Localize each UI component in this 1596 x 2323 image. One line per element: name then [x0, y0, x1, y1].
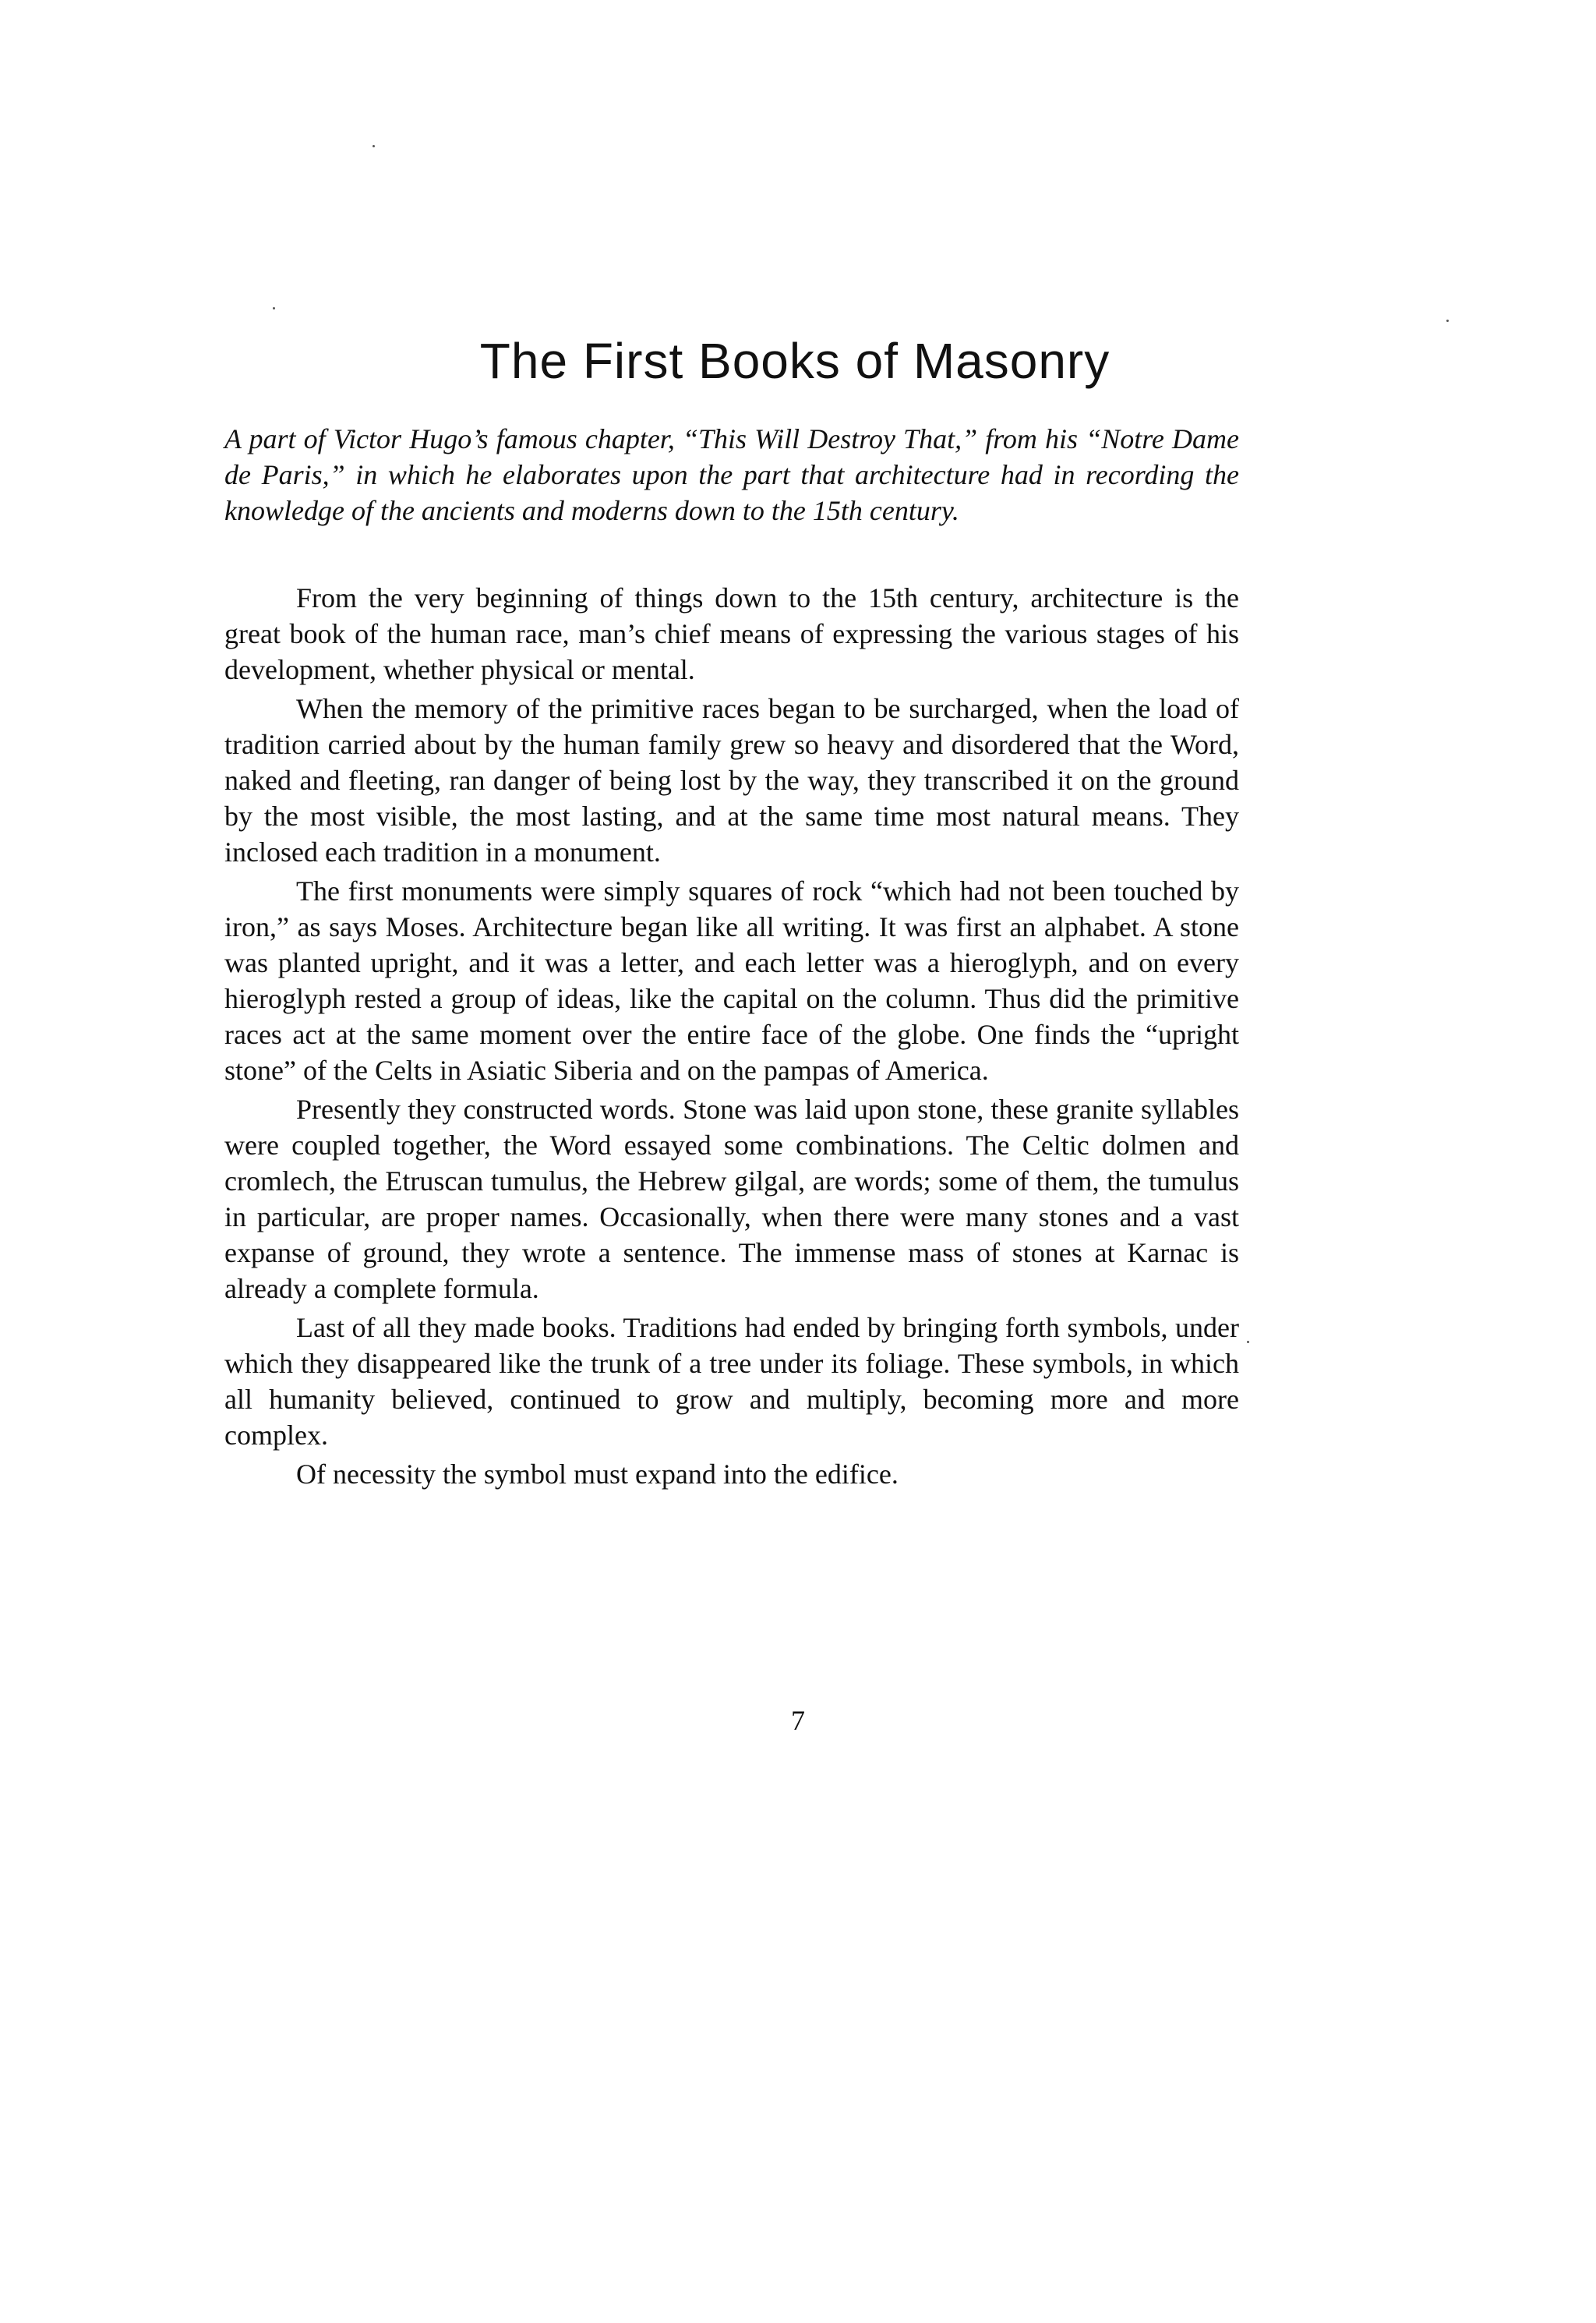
- intro-paragraph: A part of Victor Hugo’s famous chapter, “This Will Destroy That,” from his “Notre Dame de Paris,” in which he elaborates upon the part that architecture had in recording the knowledge of the ancients and moderns down to the 15th century.: [224, 423, 1239, 526]
- paragraph-1: From the very beginning of things down to the 15th century, architecture is the great book of the human race, man’s chief means of expressing the various stages of his development, whether physical or mental.: [224, 582, 1239, 685]
- scan-speck: [273, 307, 275, 309]
- page-number: 7: [791, 1705, 805, 1736]
- paragraph-2: When the memory of the primitive races began to be surcharged, when the load of tradition carried about by the human family grew so heavy and disordered that the Word, naked and fleeting, ran danger of being lost by the way, they transcribed it on the ground by the most visible, the most lasting, and at the same time most natural means. They inclosed each tradition in a monument.: [224, 693, 1239, 868]
- body-text: [224, 580, 1239, 1495]
- paragraph-5: Last of all they made books. Traditions had ended by bringing forth symbols, under which they disappeared like the trunk of a tree under its foliage. These symbols, in which all humanity believed, continued to grow and multiply, becoming more and more complex.: [224, 1312, 1239, 1451]
- paragraph-4: Presently they constructed words. Stone was laid upon stone, these granite syllables were coupled together, the Word essayed some combinations. The Celtic dolmen and cromlech, the Etruscan tumulus, the Hebrew gilgal, are words; some of them, the tumulus in particular, are proper names. Occasionally, when there were many stones and a vast expanse of ground, they wrote a sentence. The immense mass of stones at Karnac is already a complete formula.: [224, 1094, 1239, 1304]
- scan-speck: [373, 145, 375, 147]
- paragraph-3: The first monuments were simply squares of rock “which had not been touched by iron,” as says Moses. Architecture began like all writing. It was first an alphabet. A stone was planted upright, and it was a letter, and each letter was a hieroglyph, and on every hieroglyph rested a group of ideas, like the capital on the column. Thus did the primitive races act at the same moment over the entire face of the globe. One finds the “upright stone” of the Celts in Asiatic Siberia and on the pampas of America.: [224, 875, 1239, 1086]
- paragraph-6: Of necessity the symbol must expand into the edifice.: [296, 1459, 899, 1490]
- scan-speck: [1247, 1341, 1249, 1343]
- scan-speck: [1446, 320, 1449, 322]
- page-title: The First Books of Masonry: [479, 333, 1110, 389]
